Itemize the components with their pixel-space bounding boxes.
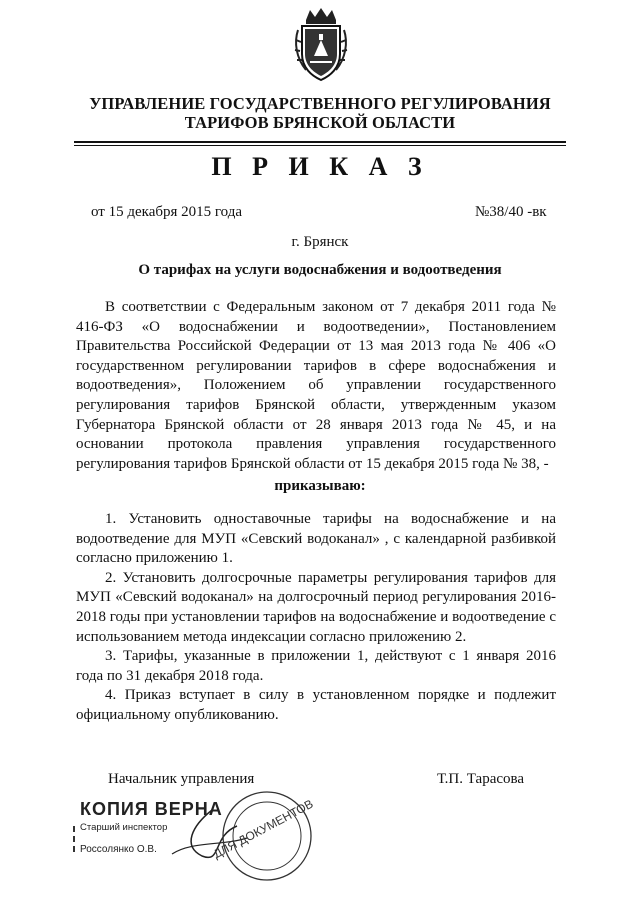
document-type-title: П Р И К А З [211, 152, 429, 181]
organization-name-line1: УПРАВЛЕНИЕ ГОСУДАРСТВЕННОГО РЕГУЛИРОВАНИЯ [89, 94, 551, 113]
preamble-block [76, 298, 556, 474]
signer-position: Начальник управления [108, 771, 255, 787]
preamble-paragraph: В соответствии с Федеральным законом от 7 декабря 2011 года № 416-ФЗ «О водоснабжении и водоотведении», Постановлением Правительства Российской Федерации от 13 мая 2013 года № 406 «О государственном регулировании тарифов в сфере водоснабжения и водоотведения», Положением об управлении государственного регулирования тарифов Брянской области, утвержденным указом Губернатора Брянской области от 28 января 2013 года № 45, и на основании протокола правления управления государственного регулирования тарифов Брянской области от 15 декабря 2015 года № 38, - [76, 299, 556, 472]
copy-certified-mark: КОПИЯ ВЕРНА [80, 799, 223, 819]
order-word: приказываю: [274, 478, 366, 494]
signer-name: Т.П. Тарасова [437, 771, 525, 787]
certifier-name: Россолянко О.В. [80, 844, 157, 855]
order-item-1: 1. Установить одноставочные тарифы на водоснабжение и на водоотведение для МУП «Севский водоканал» , с календарной разбивкой согласно приложению 1. [76, 511, 556, 567]
certifier-role: Старший инспектор [80, 822, 168, 833]
header-divider-thick [74, 141, 566, 143]
order-item-3: 3. Тарифы, указанные в приложении 1, действуют с 1 января 2016 года по 31 декабря 2018 года. [76, 648, 556, 684]
organization-name-line2: ТАРИФОВ БРЯНСКОЙ ОБЛАСТИ [184, 113, 456, 132]
document-subject: О тарифах на услуги водоснабжения и водоотведения [138, 262, 502, 278]
document-city: г. Брянск [291, 234, 349, 250]
order-item-2: 2. Установить долгосрочные параметры регулирования тарифов для МУП «Севский водоканал» на долгосрочный период регулирования 2016-2018 годы при установлении тарифов на водоснабжение и водоотведение с использованием метода индексации согласно приложению 2. [76, 569, 556, 645]
order-item-4: 4. Приказ вступает в силу в установленном порядке и подлежит официальному опубликованию. [76, 687, 556, 723]
round-stamp-text: ДЛЯ ДОКУМЕНТОВ [210, 796, 316, 862]
bryansk-coat-of-arms-icon [292, 6, 350, 82]
header-divider-thin [74, 145, 566, 146]
order-items-list [76, 510, 556, 726]
document-date: от 15 декабря 2015 года [91, 204, 243, 220]
document-number: №38/40 -вк [475, 204, 547, 220]
